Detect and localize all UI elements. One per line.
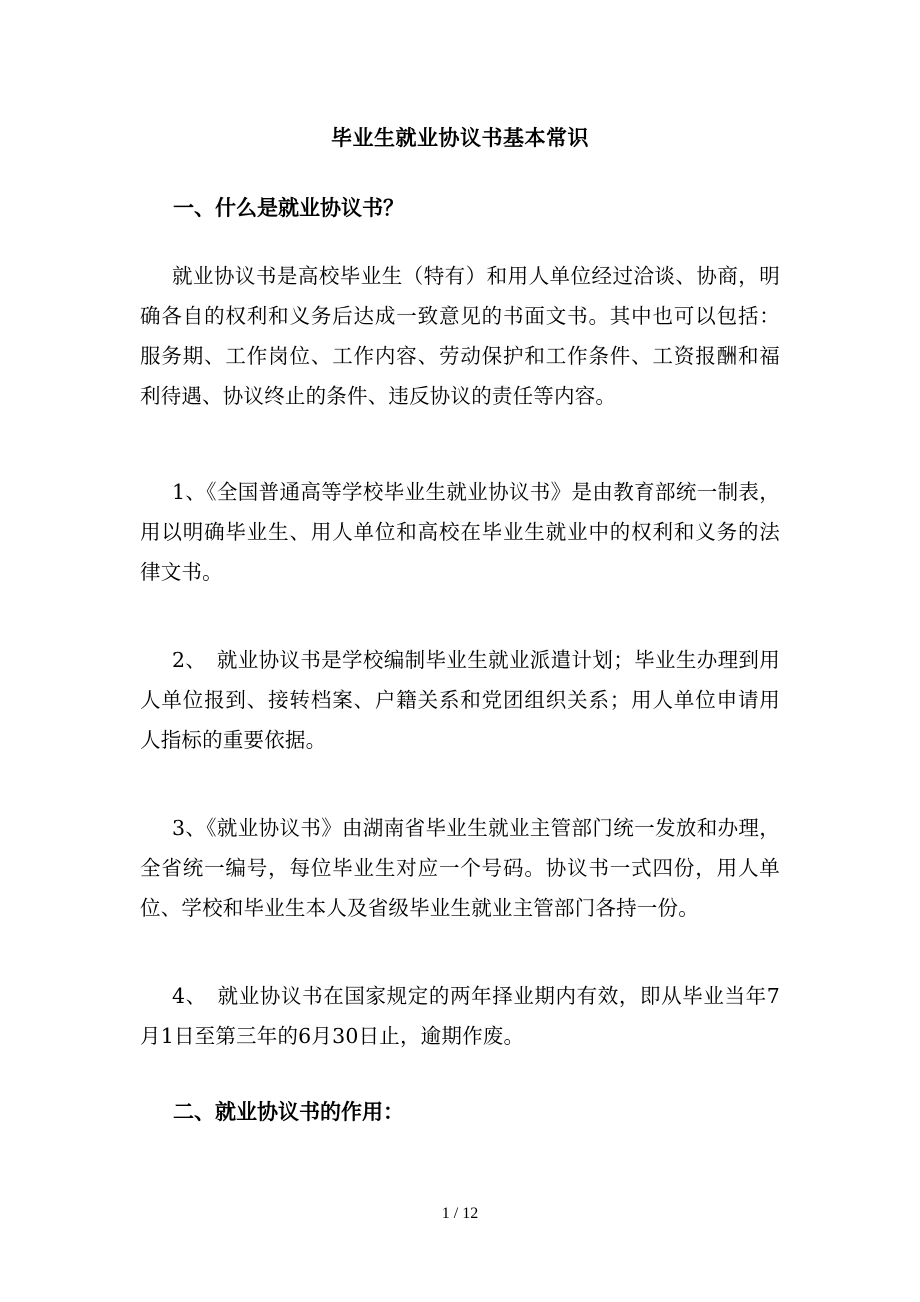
section-heading-1: 一、什么是就业协议书？	[173, 195, 404, 220]
list-item-2: 2、 就业协议书是学校编制毕业生就业派遣计划；毕业生办理到用人单位报到、接转档案、户籍关系和党团组织关系；用人单位申请用人指标的重要依据。	[140, 648, 780, 752]
document-title: 毕业生就业协议书基本常识	[331, 125, 589, 150]
list-item-3: 3、《就业协议书》由湖南省毕业生就业主管部门统一发放和办理，全省统一编号，每位毕业生对应一个号码。协议书一式四份，用人单位、学校和毕业生本人及省级毕业生就业主管部门各持一份。	[140, 816, 780, 920]
section-heading-2: 二、就业协议书的作用：	[173, 1099, 404, 1124]
intro-paragraph: 就业协议书是高校毕业生（特有）和用人单位经过洽谈、协商，明确各自的权利和义务后达成一致意见的书面文书。其中也可以包括：服务期、工作岗位、工作内容、劳动保护和工作条件、工资报酬和福利待遇、协议终止的条件、违反协议的责任等内容。	[140, 264, 780, 408]
page-number: 1 / 12	[441, 1205, 479, 1222]
list-item-1: 1、《全国普通高等学校毕业生就业协议书》是由教育部统一制表，用以明确毕业生、用人单位和高校在毕业生就业中的权利和义务的法律文书。	[140, 480, 780, 584]
list-item-4: 4、 就业协议书在国家规定的两年择业期内有效，即从毕业当年7月1日至第三年的6月30日止，逾期作废。	[140, 984, 780, 1048]
